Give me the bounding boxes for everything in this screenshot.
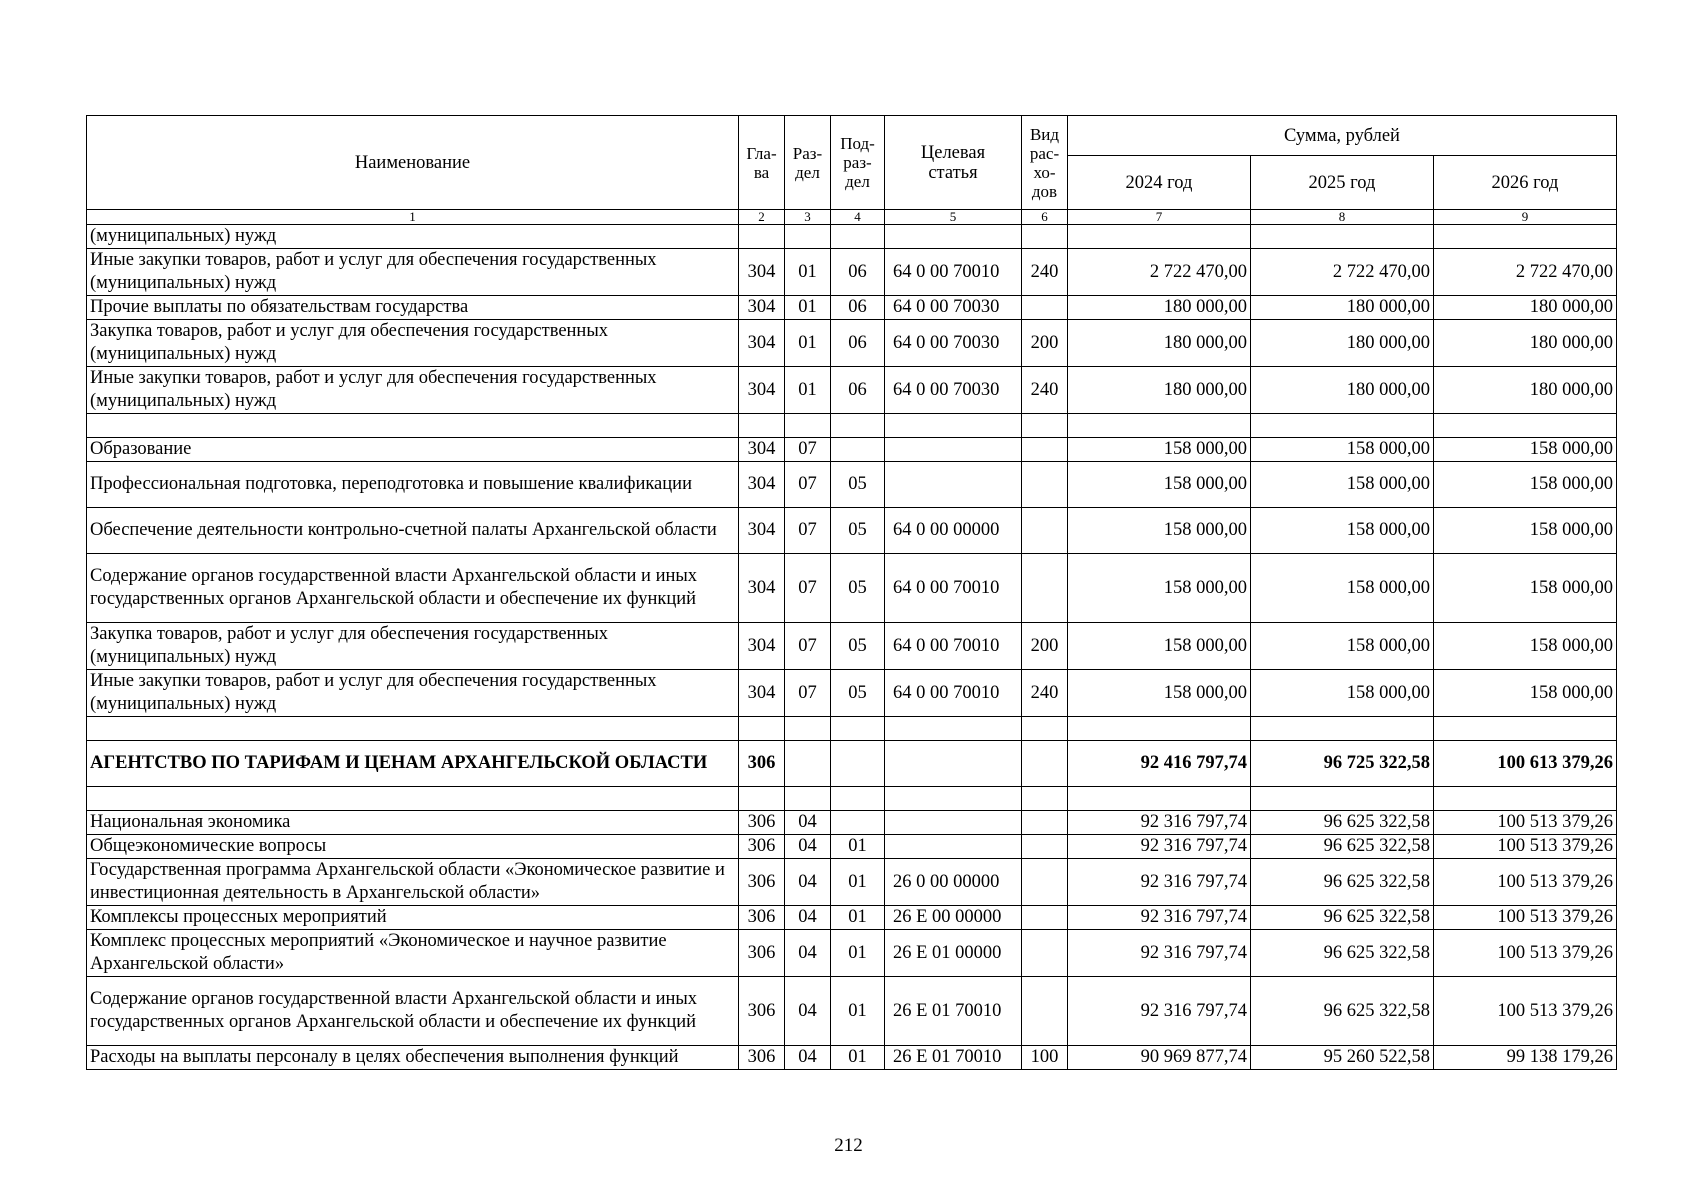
celevaya-statya-cell: 64 0 00 70010: [885, 670, 1022, 717]
glava-cell: 306: [739, 977, 785, 1046]
glava-cell: 304: [739, 554, 785, 623]
sum-2024-cell: [1068, 414, 1251, 438]
sum-2026-cell: 158 000,00: [1434, 670, 1617, 717]
celevaya-statya-cell: 26 Е 01 00000: [885, 930, 1022, 977]
glava-cell: 306: [739, 906, 785, 930]
vid-rashodov-cell: 200: [1022, 623, 1068, 670]
table-row: [87, 296, 1617, 320]
row-name: Профессиональная подготовка, переподготовка и повышение квалификации: [87, 462, 739, 508]
glava-cell: 304: [739, 320, 785, 367]
column-number: 6: [1022, 210, 1068, 225]
column-numbers-row: [87, 210, 1617, 225]
table-row: [87, 225, 1617, 249]
glava-cell: 306: [739, 741, 785, 787]
table-row: [87, 670, 1617, 717]
vid-rashodov-cell: [1022, 296, 1068, 320]
glava-cell: 304: [739, 296, 785, 320]
podrazdel-cell: 01: [831, 930, 885, 977]
sum-2024-cell: 158 000,00: [1068, 508, 1251, 554]
table-row: [87, 249, 1617, 296]
sum-2025-cell: 158 000,00: [1251, 623, 1434, 670]
table-body: [87, 225, 1617, 1070]
podrazdel-cell: 05: [831, 508, 885, 554]
podrazdel-cell: 06: [831, 249, 885, 296]
vid-rashodov-cell: [1022, 414, 1068, 438]
header-summa: Сумма, рублей: [1068, 116, 1617, 156]
razdel-cell: 07: [785, 438, 831, 462]
glava-cell: 304: [739, 438, 785, 462]
row-name: Общеэкономические вопросы: [87, 835, 739, 859]
podrazdel-cell: [831, 811, 885, 835]
razdel-cell: 07: [785, 462, 831, 508]
vid-rashodov-cell: [1022, 717, 1068, 741]
row-name: Закупка товаров, работ и услуг для обеспечения государственных (муниципальных) нужд: [87, 623, 739, 670]
sum-2026-cell: 158 000,00: [1434, 462, 1617, 508]
glava-cell: 306: [739, 1046, 785, 1070]
razdel-cell: 07: [785, 623, 831, 670]
razdel-cell: [785, 225, 831, 249]
vid-rashodov-cell: 200: [1022, 320, 1068, 367]
row-name: Образование: [87, 438, 739, 462]
column-number: 2: [739, 210, 785, 225]
table-row: [87, 717, 1617, 741]
row-name: Иные закупки товаров, работ и услуг для обеспечения государственных (муниципальных) нужд: [87, 670, 739, 717]
sum-2024-cell: 158 000,00: [1068, 554, 1251, 623]
vid-rashodov-cell: [1022, 225, 1068, 249]
celevaya-statya-cell: [885, 787, 1022, 811]
razdel-cell: 01: [785, 367, 831, 414]
celevaya-statya-cell: 64 0 00 70010: [885, 554, 1022, 623]
razdel-cell: 07: [785, 554, 831, 623]
sum-2024-cell: 92 316 797,74: [1068, 906, 1251, 930]
glava-cell: 304: [739, 367, 785, 414]
sum-2025-cell: 96 725 322,58: [1251, 741, 1434, 787]
vid-rashodov-cell: [1022, 438, 1068, 462]
vid-rashodov-cell: 240: [1022, 367, 1068, 414]
podrazdel-cell: 05: [831, 554, 885, 623]
glava-cell: [739, 787, 785, 811]
vid-rashodov-cell: [1022, 462, 1068, 508]
table-row: [87, 906, 1617, 930]
sum-2024-cell: [1068, 717, 1251, 741]
sum-2026-cell: [1434, 787, 1617, 811]
podrazdel-cell: 06: [831, 296, 885, 320]
podrazdel-cell: 05: [831, 623, 885, 670]
podrazdel-cell: 06: [831, 367, 885, 414]
podrazdel-cell: 01: [831, 835, 885, 859]
row-name: АГЕНТСТВО ПО ТАРИФАМ И ЦЕНАМ АРХАНГЕЛЬСКОЙ ОБЛАСТИ: [87, 741, 739, 787]
sum-2025-cell: [1251, 225, 1434, 249]
vid-rashodov-cell: 100: [1022, 1046, 1068, 1070]
sum-2025-cell: [1251, 717, 1434, 741]
podrazdel-cell: [831, 741, 885, 787]
podrazdel-cell: [831, 717, 885, 741]
celevaya-statya-cell: [885, 225, 1022, 249]
sum-2024-cell: 92 316 797,74: [1068, 930, 1251, 977]
podrazdel-cell: 05: [831, 462, 885, 508]
razdel-cell: [785, 741, 831, 787]
glava-cell: 306: [739, 811, 785, 835]
column-number: 1: [87, 210, 739, 225]
table-row: [87, 367, 1617, 414]
glava-cell: 304: [739, 249, 785, 296]
celevaya-statya-cell: 64 0 00 70010: [885, 623, 1022, 670]
sum-2024-cell: 90 969 877,74: [1068, 1046, 1251, 1070]
table-row: [87, 508, 1617, 554]
sum-2026-cell: 158 000,00: [1434, 554, 1617, 623]
header-vid-rashodov: Вид рас- хо- дов: [1022, 116, 1068, 210]
column-number: 3: [785, 210, 831, 225]
page-number: 212: [834, 1135, 863, 1156]
podrazdel-cell: 01: [831, 859, 885, 906]
sum-2024-cell: 92 316 797,74: [1068, 859, 1251, 906]
sum-2024-cell: [1068, 787, 1251, 811]
sum-2026-cell: 100 513 379,26: [1434, 835, 1617, 859]
razdel-cell: 04: [785, 811, 831, 835]
celevaya-statya-cell: 26 Е 01 70010: [885, 977, 1022, 1046]
podrazdel-cell: 01: [831, 906, 885, 930]
sum-2025-cell: 96 625 322,58: [1251, 811, 1434, 835]
sum-2026-cell: 100 513 379,26: [1434, 811, 1617, 835]
vid-rashodov-cell: [1022, 554, 1068, 623]
vid-rashodov-cell: [1022, 930, 1068, 977]
sum-2026-cell: [1434, 717, 1617, 741]
sum-2025-cell: 158 000,00: [1251, 670, 1434, 717]
celevaya-statya-cell: 64 0 00 70030: [885, 320, 1022, 367]
glava-cell: [739, 717, 785, 741]
glava-cell: 304: [739, 670, 785, 717]
row-name: Прочие выплаты по обязательствам государства: [87, 296, 739, 320]
sum-2026-cell: [1434, 414, 1617, 438]
table-row: [87, 741, 1617, 787]
vid-rashodov-cell: [1022, 906, 1068, 930]
podrazdel-cell: [831, 225, 885, 249]
razdel-cell: 04: [785, 1046, 831, 1070]
row-name: Комплексы процессных мероприятий: [87, 906, 739, 930]
celevaya-statya-cell: 26 Е 00 00000: [885, 906, 1022, 930]
sum-2025-cell: 2 722 470,00: [1251, 249, 1434, 296]
sum-2025-cell: 180 000,00: [1251, 320, 1434, 367]
table-row: [87, 787, 1617, 811]
podrazdel-cell: 05: [831, 670, 885, 717]
razdel-cell: 07: [785, 508, 831, 554]
glava-cell: 306: [739, 859, 785, 906]
vid-rashodov-cell: [1022, 741, 1068, 787]
razdel-cell: 01: [785, 296, 831, 320]
column-number: 4: [831, 210, 885, 225]
row-name: Закупка товаров, работ и услуг для обеспечения государственных (муниципальных) нужд: [87, 320, 739, 367]
table-row: [87, 320, 1617, 367]
glava-cell: [739, 414, 785, 438]
vid-rashodov-cell: [1022, 835, 1068, 859]
sum-2025-cell: 158 000,00: [1251, 554, 1434, 623]
table-row: [87, 554, 1617, 623]
sum-2026-cell: 100 513 379,26: [1434, 906, 1617, 930]
vid-rashodov-cell: 240: [1022, 249, 1068, 296]
podrazdel-cell: 06: [831, 320, 885, 367]
celevaya-statya-cell: [885, 438, 1022, 462]
podrazdel-cell: [831, 414, 885, 438]
header-name: Наименование: [87, 116, 739, 210]
budget-table: [86, 115, 1617, 1070]
podrazdel-cell: 01: [831, 1046, 885, 1070]
row-name: Национальная экономика: [87, 811, 739, 835]
vid-rashodov-cell: [1022, 787, 1068, 811]
row-name: Содержание органов государственной власти Архангельской области и иных государственных органов Архангельской области и обеспечение их функций: [87, 977, 739, 1046]
podrazdel-cell: 01: [831, 977, 885, 1046]
sum-2026-cell: 2 722 470,00: [1434, 249, 1617, 296]
podrazdel-cell: [831, 787, 885, 811]
sum-2026-cell: 180 000,00: [1434, 296, 1617, 320]
table-row: [87, 859, 1617, 906]
sum-2025-cell: 96 625 322,58: [1251, 930, 1434, 977]
vid-rashodov-cell: [1022, 508, 1068, 554]
sum-2026-cell: 100 613 379,26: [1434, 741, 1617, 787]
header-year-2025: 2025 год: [1251, 156, 1434, 210]
celevaya-statya-cell: 26 0 00 00000: [885, 859, 1022, 906]
sum-2024-cell: 158 000,00: [1068, 623, 1251, 670]
sum-2024-cell: 158 000,00: [1068, 670, 1251, 717]
sum-2026-cell: 100 513 379,26: [1434, 930, 1617, 977]
row-name: Комплекс процессных мероприятий «Экономическое и научное развитие Архангельской области»: [87, 930, 739, 977]
row-name: Иные закупки товаров, работ и услуг для обеспечения государственных (муниципальных) нужд: [87, 249, 739, 296]
sum-2026-cell: 158 000,00: [1434, 508, 1617, 554]
sum-2024-cell: 158 000,00: [1068, 462, 1251, 508]
sum-2026-cell: 100 513 379,26: [1434, 977, 1617, 1046]
celevaya-statya-cell: [885, 811, 1022, 835]
row-name: [87, 717, 739, 741]
sum-2026-cell: 158 000,00: [1434, 438, 1617, 462]
header-glava: Гла- ва: [739, 116, 785, 210]
celevaya-statya-cell: 64 0 00 70030: [885, 296, 1022, 320]
sum-2025-cell: 180 000,00: [1251, 296, 1434, 320]
razdel-cell: 04: [785, 859, 831, 906]
table-header: [87, 116, 1617, 225]
celevaya-statya-cell: [885, 741, 1022, 787]
column-number: 5: [885, 210, 1022, 225]
row-name: (муниципальных) нужд: [87, 225, 739, 249]
glava-cell: 304: [739, 462, 785, 508]
row-name: Расходы на выплаты персоналу в целях обеспечения выполнения функций: [87, 1046, 739, 1070]
row-name: [87, 414, 739, 438]
table-row: [87, 1046, 1617, 1070]
glava-cell: 306: [739, 930, 785, 977]
razdel-cell: 01: [785, 249, 831, 296]
sum-2025-cell: [1251, 414, 1434, 438]
celevaya-statya-cell: 64 0 00 70030: [885, 367, 1022, 414]
glava-cell: [739, 225, 785, 249]
sum-2025-cell: 158 000,00: [1251, 438, 1434, 462]
vid-rashodov-cell: 240: [1022, 670, 1068, 717]
row-name: [87, 787, 739, 811]
sum-2025-cell: 96 625 322,58: [1251, 859, 1434, 906]
sum-2025-cell: 95 260 522,58: [1251, 1046, 1434, 1070]
sum-2024-cell: 180 000,00: [1068, 367, 1251, 414]
sum-2026-cell: 100 513 379,26: [1434, 859, 1617, 906]
vid-rashodov-cell: [1022, 977, 1068, 1046]
column-number: 7: [1068, 210, 1251, 225]
glava-cell: 304: [739, 508, 785, 554]
sum-2026-cell: 99 138 179,26: [1434, 1046, 1617, 1070]
header-year-2026: 2026 год: [1434, 156, 1617, 210]
header-celevaya-statya: Целевая статья: [885, 116, 1022, 210]
celevaya-statya-cell: [885, 462, 1022, 508]
table-row: [87, 930, 1617, 977]
sum-2024-cell: 2 722 470,00: [1068, 249, 1251, 296]
table-row: [87, 835, 1617, 859]
razdel-cell: 04: [785, 906, 831, 930]
sum-2024-cell: 180 000,00: [1068, 320, 1251, 367]
header-podrazdel: Под- раз- дел: [831, 116, 885, 210]
sum-2024-cell: 180 000,00: [1068, 296, 1251, 320]
column-number: 9: [1434, 210, 1617, 225]
vid-rashodov-cell: [1022, 811, 1068, 835]
razdel-cell: [785, 787, 831, 811]
razdel-cell: 07: [785, 670, 831, 717]
table-row: [87, 414, 1617, 438]
razdel-cell: [785, 717, 831, 741]
glava-cell: 304: [739, 623, 785, 670]
sum-2025-cell: 96 625 322,58: [1251, 835, 1434, 859]
sum-2025-cell: 96 625 322,58: [1251, 906, 1434, 930]
vid-rashodov-cell: [1022, 859, 1068, 906]
razdel-cell: 04: [785, 835, 831, 859]
header-razdel: Раз- дел: [785, 116, 831, 210]
sum-2026-cell: [1434, 225, 1617, 249]
sum-2025-cell: 158 000,00: [1251, 462, 1434, 508]
razdel-cell: [785, 414, 831, 438]
razdel-cell: 04: [785, 977, 831, 1046]
table-row: [87, 623, 1617, 670]
sum-2025-cell: 180 000,00: [1251, 367, 1434, 414]
row-name: Обеспечение деятельности контрольно-счетной палаты Архангельской области: [87, 508, 739, 554]
sum-2026-cell: 158 000,00: [1434, 623, 1617, 670]
sum-2024-cell: 92 316 797,74: [1068, 977, 1251, 1046]
header-year-2024: 2024 год: [1068, 156, 1251, 210]
table-row: [87, 977, 1617, 1046]
sum-2025-cell: 96 625 322,58: [1251, 977, 1434, 1046]
sum-2025-cell: [1251, 787, 1434, 811]
table-row: [87, 811, 1617, 835]
table-row: [87, 438, 1617, 462]
column-number: 8: [1251, 210, 1434, 225]
row-name: Государственная программа Архангельской области «Экономическое развитие и инвестиционная деятельность в Архангельской области»: [87, 859, 739, 906]
celevaya-statya-cell: [885, 835, 1022, 859]
celevaya-statya-cell: 64 0 00 00000: [885, 508, 1022, 554]
sum-2025-cell: 158 000,00: [1251, 508, 1434, 554]
razdel-cell: 01: [785, 320, 831, 367]
sum-2026-cell: 180 000,00: [1434, 320, 1617, 367]
celevaya-statya-cell: 64 0 00 70010: [885, 249, 1022, 296]
celevaya-statya-cell: 26 Е 01 70010: [885, 1046, 1022, 1070]
sum-2024-cell: [1068, 225, 1251, 249]
celevaya-statya-cell: [885, 414, 1022, 438]
celevaya-statya-cell: [885, 717, 1022, 741]
sum-2024-cell: 92 316 797,74: [1068, 811, 1251, 835]
sum-2024-cell: 92 316 797,74: [1068, 835, 1251, 859]
table-row: [87, 462, 1617, 508]
sum-2024-cell: 158 000,00: [1068, 438, 1251, 462]
row-name: Иные закупки товаров, работ и услуг для обеспечения государственных (муниципальных) нужд: [87, 367, 739, 414]
sum-2024-cell: 92 416 797,74: [1068, 741, 1251, 787]
podrazdel-cell: [831, 438, 885, 462]
sum-2026-cell: 180 000,00: [1434, 367, 1617, 414]
row-name: Содержание органов государственной власти Архангельской области и иных государственных органов Архангельской области и обеспечение их функций: [87, 554, 739, 623]
razdel-cell: 04: [785, 930, 831, 977]
glava-cell: 306: [739, 835, 785, 859]
